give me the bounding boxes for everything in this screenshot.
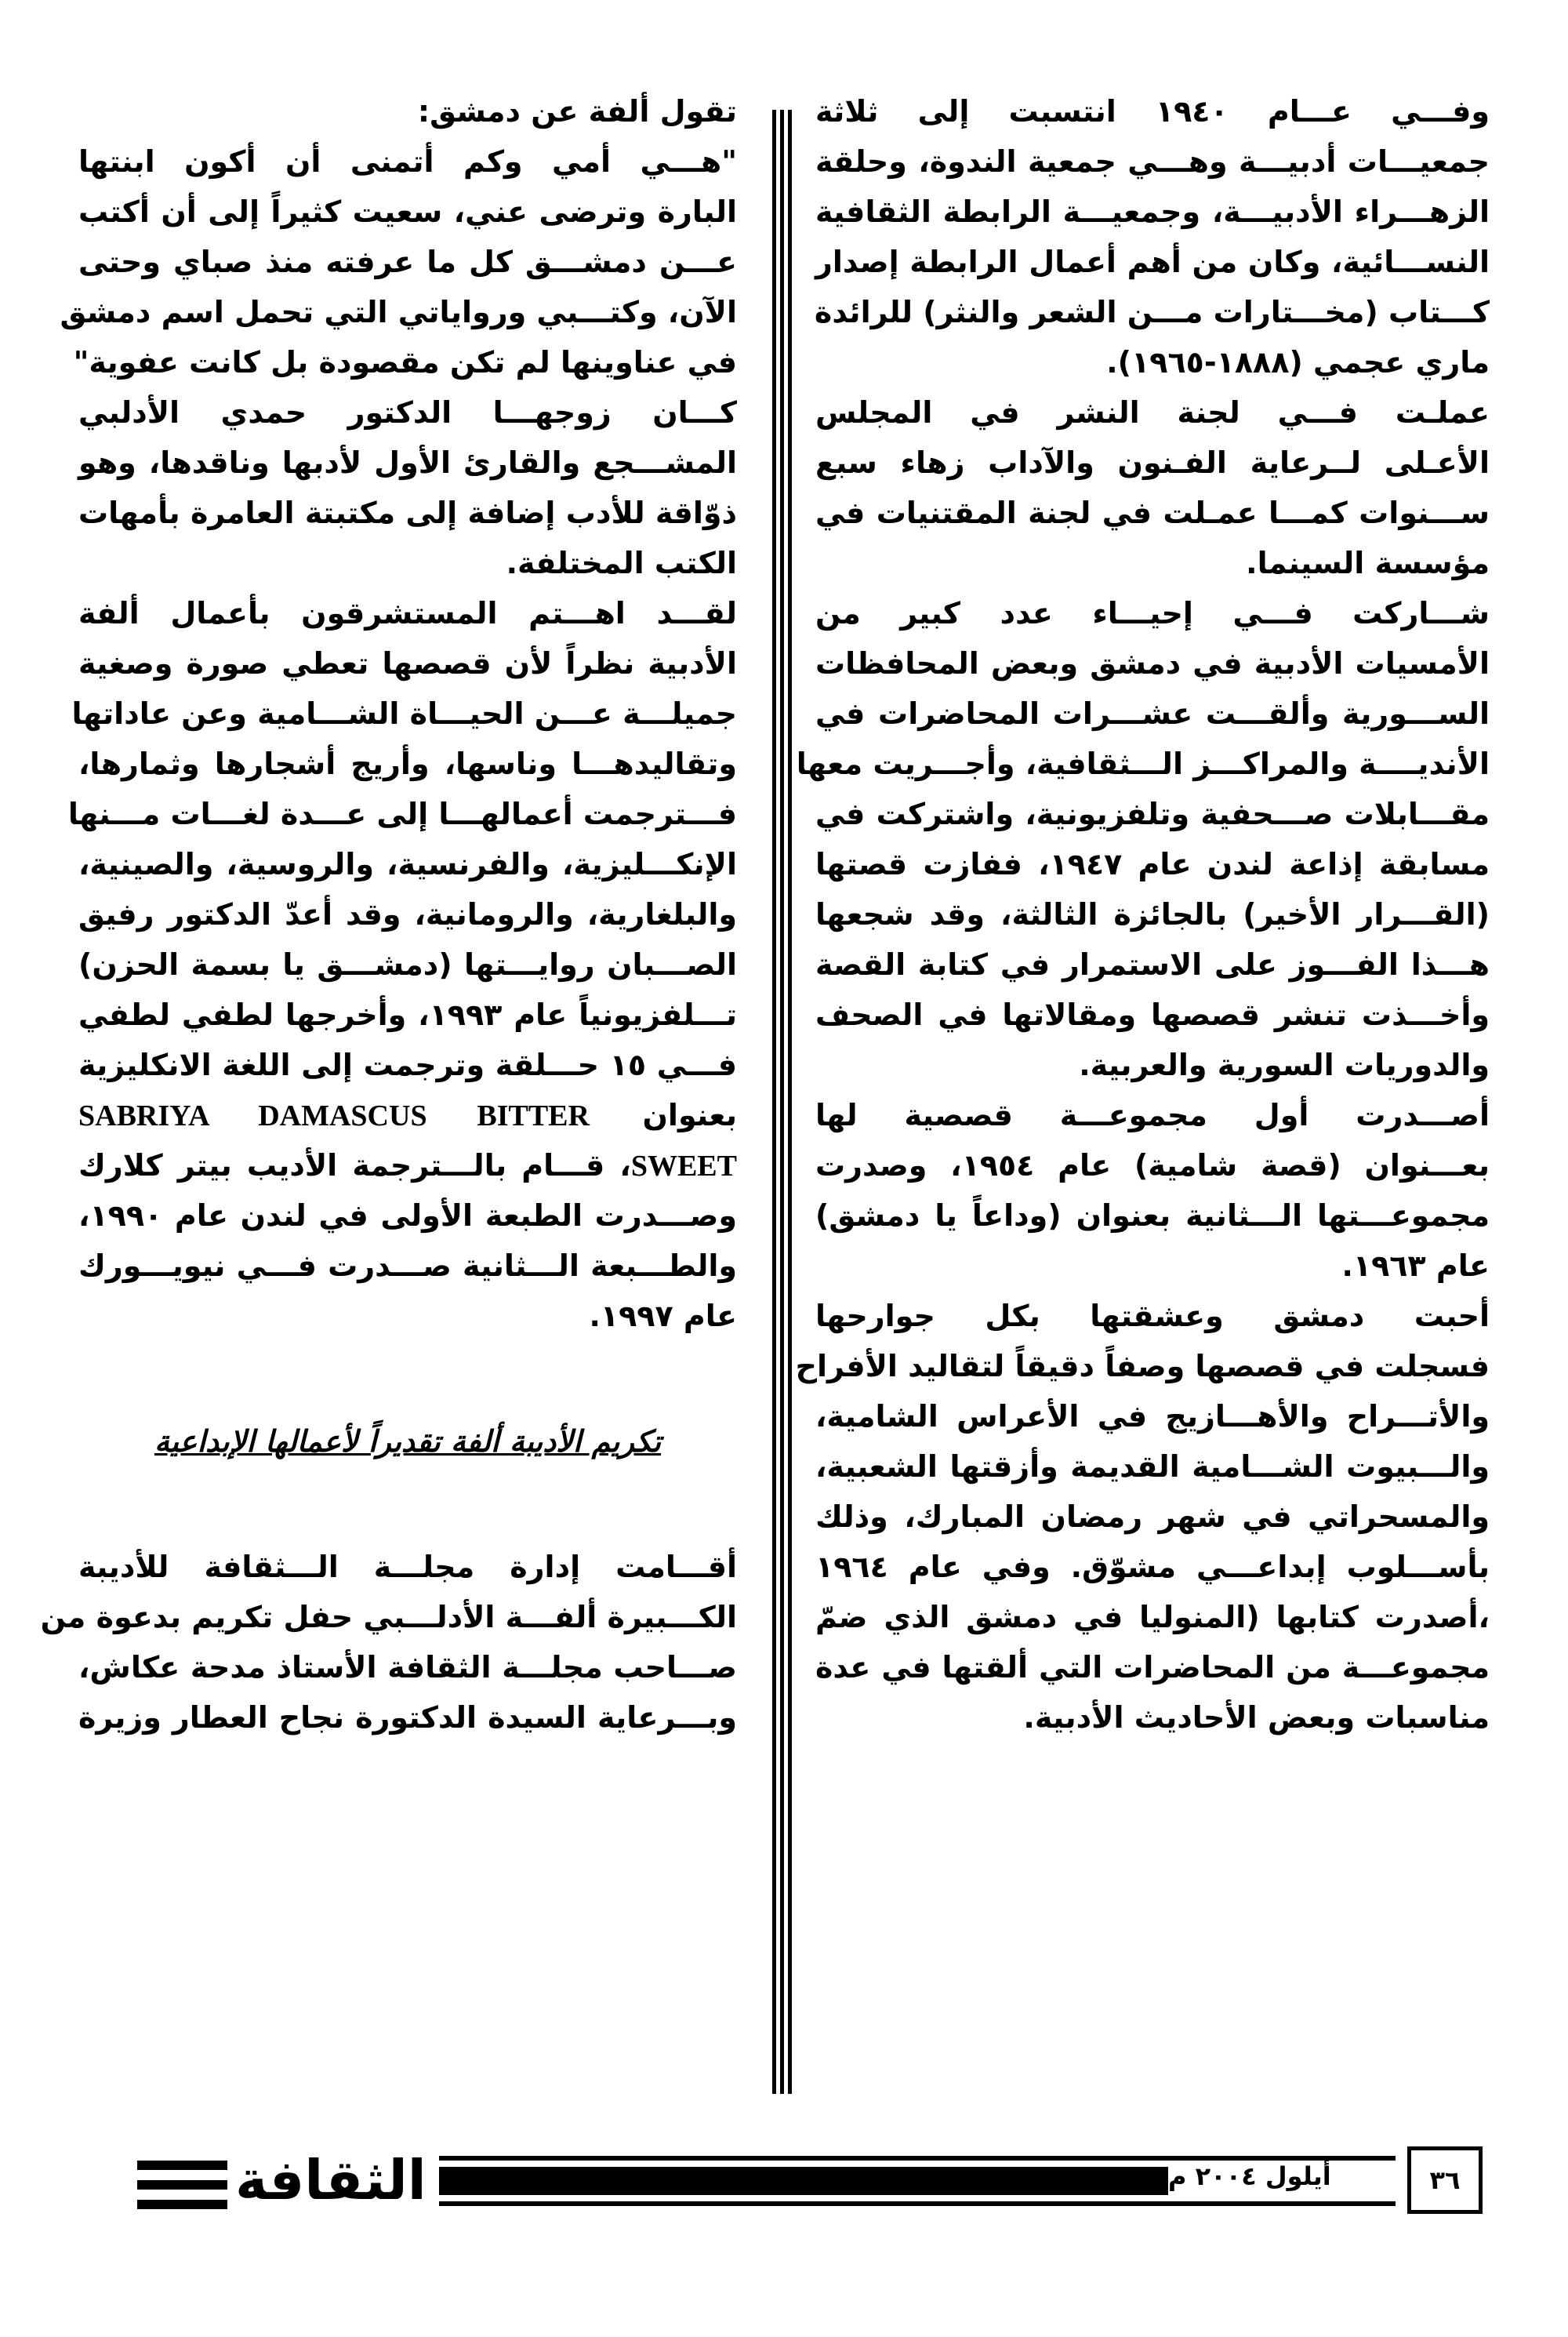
- footer-bar: [439, 2201, 1396, 2206]
- text-line: الأدبية نظراً لأن قصصها تعطي صورة وصغية: [78, 646, 737, 681]
- text-line: مجموعـــة من المحاضرات التي ألقتها في عدة: [815, 1650, 1490, 1685]
- text-line: وفـــي عـــام ١٩٤٠ انتسبت إلى ثلاثة: [815, 94, 1490, 129]
- text-line: كـــان زوجهـــا الدكتور حمدي الأدلبي: [78, 395, 737, 430]
- text-line: شـــاركت فـــي إحيـــاء عدد كبير من: [815, 596, 1490, 631]
- latin-title-line: [78, 1090, 737, 1140]
- text-line: بأســـلوب إبداعـــي مشوّق. وفي عام ١٩٦٤: [815, 1550, 1490, 1584]
- latin-title-line-2: [78, 1140, 737, 1190]
- latin-line2-english: SWEET: [630, 1150, 737, 1183]
- footer-bar: [137, 2180, 227, 2190]
- text-line: هـــذا الفـــوز على الاستمرار في كتابة القصة: [815, 947, 1490, 982]
- text-line: عام ١٩٩٧.: [589, 1299, 737, 1333]
- text-line: وأخـــذت تنشر قصصها ومقالاتها في الصحف: [815, 998, 1490, 1032]
- text-line: المشـــجع والقارئ الأول لأدبها وناقدها، وهو: [78, 445, 737, 480]
- text-line: أقـــامت إدارة مجلـــة الـــثقافة للأديبة: [78, 1550, 737, 1584]
- column-divider-rule: [788, 110, 792, 2094]
- text-line: النســـائية، وكان من أهم أعمال الرابطة إصدار: [815, 245, 1490, 279]
- text-line: أصـــدرت أول مجموعـــة قصصية لها: [815, 1098, 1490, 1132]
- latin-line2-arabic: ، قـــام بالـــترجمة الأديب بيتر كلارك: [78, 1148, 631, 1183]
- text-line: والمسحراتي في شهر رمضان المبارك، وذلك: [815, 1499, 1490, 1534]
- latin-line-arabic: بعنوان: [642, 1098, 737, 1132]
- text-line: وصـــدرت الطبعة الأولى في لندن عام ١٩٩٠،: [78, 1198, 737, 1233]
- text-line: كـــتاب (مخـــتارات مـــن الشعر والنثر) للرائدة: [814, 295, 1490, 329]
- magazine-logo: الثقافة: [235, 2148, 426, 2212]
- text-line: الســـورية وألقـــت عشـــرات المحاضرات في: [815, 696, 1490, 731]
- text-line: الكـــبيرة ألفـــة الأدلـــبي حفل تكريم بدعوة من: [40, 1600, 737, 1634]
- text-line: مؤسسة السينما.: [1246, 546, 1490, 580]
- left-column-part-b: [78, 1190, 737, 1341]
- text-line: وتقاليدهـــا وناسها، وأريج أشجارها وثمارها،: [78, 747, 737, 781]
- text-line: مجموعـــتها الـــثانية بعنوان (وداعاً يا دمشق): [815, 1198, 1490, 1233]
- latin-line-english: SABRIYA DAMASCUS BITTER: [78, 1099, 590, 1132]
- text-line: ماري عجمي (١٨٨٨-١٩٦٥).: [1106, 345, 1490, 380]
- column-divider-rule: [772, 110, 776, 2094]
- page-number: ٣٦: [1407, 2146, 1483, 2214]
- left-column-part-c: [40, 1542, 737, 1743]
- text-line: والطـــبعة الـــثانية صـــدرت فـــي نيويـــورك: [78, 1248, 737, 1283]
- text-line: صـــاحب مجلـــة الثقافة الأستاذ مدحة عكاش،: [78, 1650, 737, 1685]
- text-line: عام ١٩٦٣.: [1341, 1248, 1490, 1283]
- left-column-part-a: [60, 86, 737, 1090]
- text-line: في عناوينها لم تكن مقصودة بل كانت عفوية": [73, 345, 737, 380]
- left-column: [40, 86, 737, 1743]
- text-line: جميلـــة عـــن الحيـــاة الشـــامية وعن عاداتها: [71, 696, 737, 731]
- text-line: بعـــنوان (قصة شامية) عام ١٩٥٤، وصدرت: [815, 1148, 1490, 1183]
- column-divider-rule: [780, 110, 784, 2094]
- text-line: والدوريات السورية والعربية.: [1079, 1048, 1490, 1082]
- footer-bar: [137, 2161, 227, 2170]
- text-line: ،أصدرت كتابها (المنوليا في دمشق الذي ضمّ: [815, 1600, 1490, 1634]
- footer-bar: [137, 2200, 227, 2209]
- text-line: الأمسيات الأدبية في دمشق وبعض المحافظات: [815, 646, 1490, 681]
- text-line: الأنديــــة والمراكـــز الـــثقافية، وأجـــريت معها: [796, 747, 1490, 781]
- text-line: مناسبات وبعض الأحاديث الأدبية.: [1023, 1700, 1490, 1735]
- text-line: الكتب المختلفة.: [506, 546, 737, 580]
- text-line: (القـــرار الأخير) بالجائزة الثالثة، وقد شجعها: [815, 897, 1490, 932]
- text-line: لقـــد اهـــتم المستشرقون بأعمال ألفة: [78, 596, 737, 631]
- text-line: الصـــبان روايـــتها (دمشـــق يا بسمة الحزن): [78, 947, 737, 982]
- footer-bar: [439, 2167, 1168, 2195]
- text-line: الإنكـــليزية، والفرنسية، والروسية، والصينية،: [78, 847, 737, 881]
- text-line: عـــن دمشـــق كل ما عرفته منذ صباي وحتى: [78, 245, 737, 279]
- text-line: أحبت دمشق وعشقتها بكل جوارحها: [815, 1299, 1490, 1333]
- page-footer: [0, 2145, 1568, 2215]
- text-line: ســـنوات كمـــا عمـلت في لجنة المقتنيات في: [815, 496, 1490, 530]
- text-line: مقـــابلات صـــحفية وتلفزيونية، واشتركت في: [815, 797, 1490, 831]
- section-heading: تكريم الأديبة ألفة تقديراً لأعمالها الإبداعية: [154, 1424, 662, 1459]
- text-line: فـــترجمت أعمالهـــا إلى عـــدة لغـــات مـــنها: [67, 797, 737, 831]
- text-line: وبـــرعاية السيدة الدكتورة نجاح العطار وزيرة: [78, 1700, 737, 1735]
- text-line: والـــبيوت الشـــامية القديمة وأزقتها الشعبية،: [815, 1449, 1490, 1484]
- text-line: عملـت فـــي لجنة النشر في المجلس: [815, 395, 1490, 430]
- text-line: الأعـلى لــرعاية الفـنون والآداب زهاء سبع: [815, 445, 1490, 480]
- right-column: [795, 86, 1490, 1743]
- text-line: البارة وترضى عني، سعيت كثيراً إلى أن أكتب: [78, 194, 737, 229]
- text-line: تـــلفزيونياً عام ١٩٩٣، وأخرجها لطفي لطفي: [78, 998, 737, 1032]
- text-line: الآن، وكتـــبي ورواياتي التي تحمل اسم دمشق: [60, 295, 737, 329]
- text-line: فـــي ١٥ حـــلقة وترجمت إلى اللغة الانكليزية: [78, 1048, 737, 1082]
- text-line: ذوّاقة للأدب إضافة إلى مكتبتة العامرة بأمهات: [78, 496, 737, 530]
- text-line: الزهـــراء الأدبيـــة، وجمعيـــة الرابطة الثقافية: [815, 194, 1490, 229]
- text-line: والبلغارية، والرومانية، وقد أعدّ الدكتور رفيق: [78, 897, 737, 932]
- issue-date: أيلول ٢٠٠٤ م: [1168, 2161, 1331, 2191]
- text-line: والأتـــراح والأهـــازيج في الأعراس الشامية،: [815, 1399, 1490, 1434]
- text-line: جمعيـــات أدبيـــة وهـــي جمعية الندوة، وحلقة: [815, 144, 1490, 179]
- text-line: مسابقة إذاعة لندن عام ١٩٤٧، ففازت قصتها: [815, 847, 1490, 881]
- text-line: فسجلت في قصصها وصفاً دقيقاً لتقاليد الأفراح: [795, 1349, 1490, 1383]
- text-line: تقول ألفة عن دمشق:: [417, 94, 737, 129]
- text-line: "هـــي أمي وكم أتمنى أن أكون ابنتها: [78, 144, 737, 179]
